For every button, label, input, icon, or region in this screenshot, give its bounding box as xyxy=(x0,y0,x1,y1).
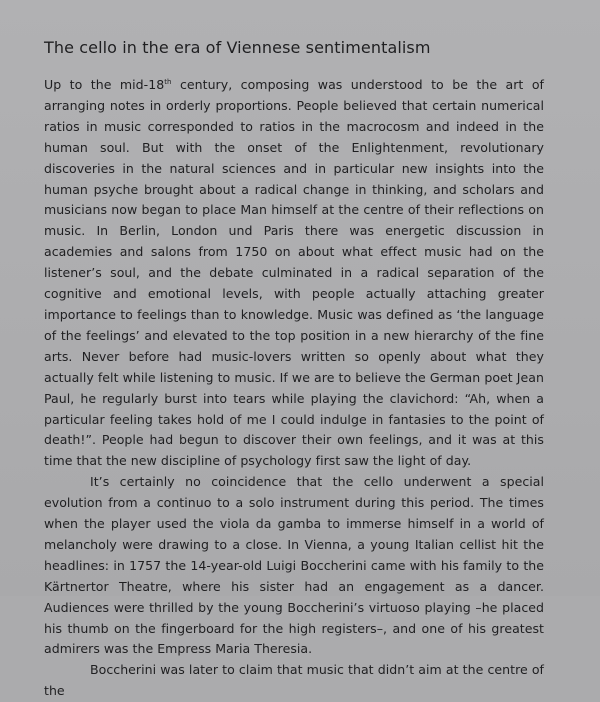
paragraph-3: Boccherini was later to claim that music that didn’t aim at the centre of the xyxy=(44,662,544,699)
paragraph-1-rest: century, composing was understood to be the art of arranging notes in orderly proportions. People believed that certain numerical ratios in music corresponded to ratios in the macrocosm and indeed in the human soul. But with the onset of the Enlightenment, revolutionary discoveries in the natural sciences and in particular new insights into the human psyche brought about a radical change in thinking, and scholars and musicians now began to place Man himself at the centre of their reflections on music. In Berlin, London und Paris there was energetic discussion in academies and salons from 1750 on about what effect music had on the listener’s soul, and the debate culminated in a radical separation of the cognitive and emotional levels, with people actually attaching greater importance to feelings than to knowledge. Music was defined as ‘the language of the feelings’ and elevated to the top position in a new hierarchy of the fine arts. Never before had music-lovers written so openly about what they actually felt while listening to music. If we are to believe the German poet Jean Paul, he regularly burst into tears while playing the clavichord: “Ah, when a particular feeling takes hold of me I could indulge in fantasies to the point of death!”. People had begun to discover their own feelings, and it was at this time that the new discipline of psychology first saw the light of day. xyxy=(44,77,544,469)
ordinal-suffix: th xyxy=(164,77,172,86)
section-title: The cello in the era of Viennese sentimentalism xyxy=(44,38,431,57)
paragraph-2: It’s certainly no coincidence that the cello underwent a special evolution from a continuo to a solo instrument during this period. The times when the player used the viola da gamba to immerse himself in a world of melancholy were drawing to a close. In Vienna, a young Italian cellist hit the headlines: in 1757 the 14-year-old Luigi Boccherini came with his family to the Kärtnertor Theatre, where his sister had an engagement as a dancer. Audiences were thrilled by the young Boccherini’s virtuoso playing –he placed his thumb on the fingerboard for the high registers–, and one of his greatest admirers was the Empress Maria Theresia. xyxy=(44,474,544,657)
paragraph-1 xyxy=(44,75,544,472)
paragraph-1-start: Up to the mid-18 xyxy=(44,77,165,92)
